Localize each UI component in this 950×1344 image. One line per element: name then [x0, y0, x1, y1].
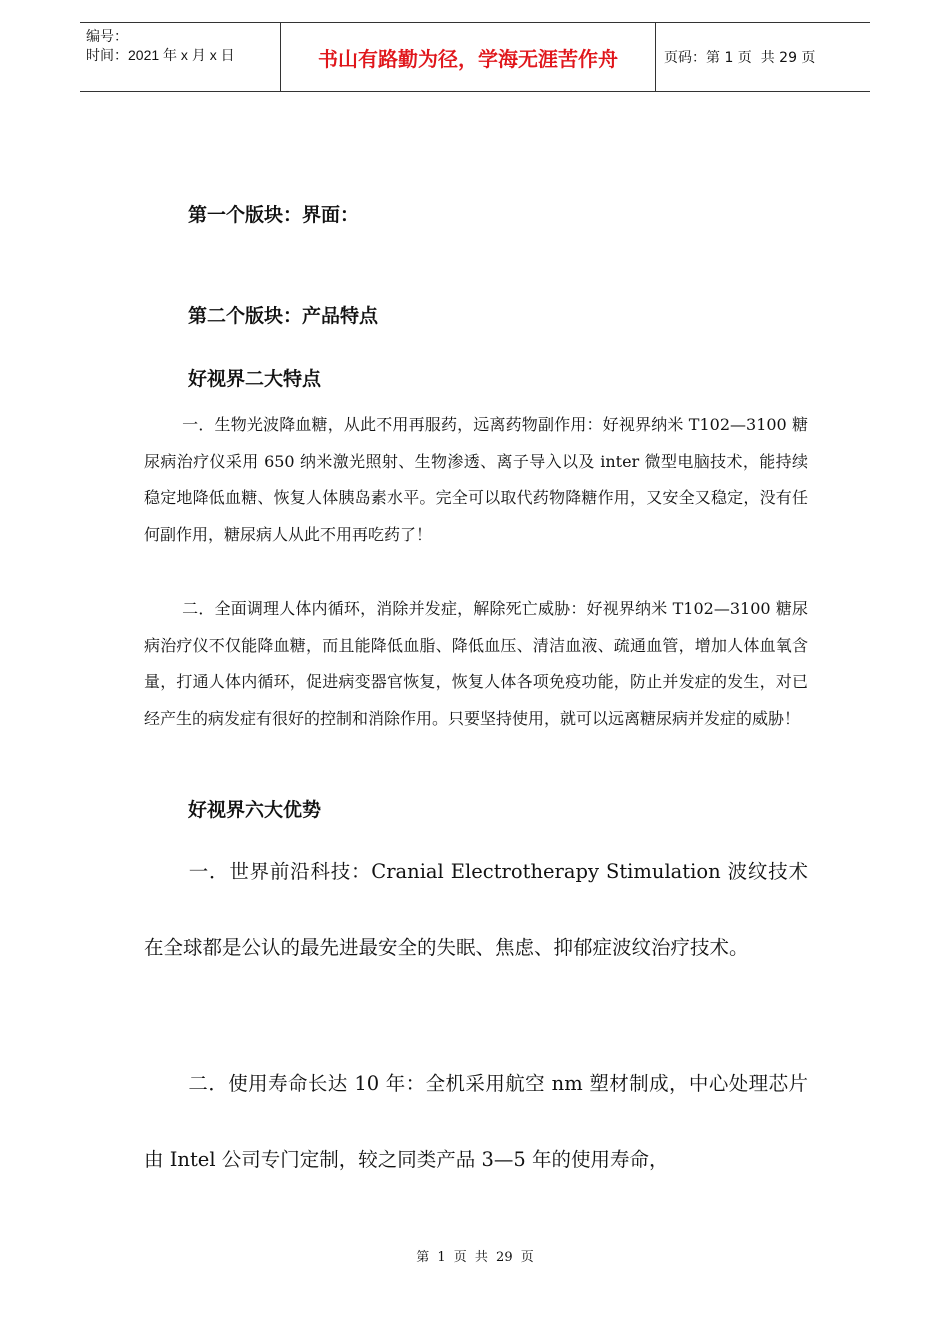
header-motto: 书山有路勤为径，学海无涯苦作舟	[280, 23, 656, 91]
advantages-title: 好视界六大优势	[188, 799, 322, 821]
feature-paragraph-1	[144, 407, 808, 553]
feature-1-text: 一．生物光波降血糖，从此不用再服药，远离药物副作用：好视界纳米 T102—3100 糖尿病治疗仪采用 650 纳米激光照射、生物渗透、离子导入以及 inter 微型电脑技术，能持续稳定地降低血糖、恢复人体胰岛素水平。完全可以取代药物降糖作用，又安全又稳定，没有任何副作用，糖尿病人从此不用再吃药了！	[144, 415, 808, 544]
header-meta	[86, 27, 276, 65]
document-time-label: 时间：2021 年 x 月 x 日	[86, 47, 235, 63]
section-heading-interface: 第一个版块：界面：	[188, 204, 360, 226]
page-header	[80, 22, 870, 92]
section-heading-features: 第二个版块：产品特点	[188, 305, 379, 327]
advantage-paragraph-1	[144, 834, 808, 985]
feature-paragraph-2	[144, 591, 808, 737]
features-title: 好视界二大特点	[188, 368, 322, 390]
feature-2-text: 二．全面调理人体内循环，消除并发症，解除死亡威胁：好视界纳米 T102—3100 糖尿病治疗仪不仅能降血糖，而且能降低血脂、降低血压、清洁血液、疏通血管，增加人体血氧含量，打通人体内循环，促进病变器官恢复，恢复人体各项免疫功能，防止并发症的发生，对已经产生的病发症有很好的控制和消除作用。只要坚持使用，就可以远离糖尿病并发症的威胁！	[144, 599, 808, 728]
header-page-number	[664, 23, 864, 91]
header-page-label: 页码：第 1 页 共 29 页	[664, 50, 816, 66]
advantage-paragraph-2	[144, 1046, 808, 1197]
document-number-label: 编号：	[86, 28, 128, 44]
page-footer: 第 1 页 共 29 页	[416, 1250, 534, 1265]
advantage-1-text: 一．世界前沿科技：Cranial Electrotherapy Stimulation 波纹技术在全球都是公认的最先进最安全的失眠、焦虑、抑郁症波纹治疗技术。	[144, 860, 808, 959]
advantage-2-text: 二．使用寿命长达 10 年：全机采用航空 nm 塑材制成，中心处理芯片由 Intel 公司专门定制，较之同类产品 3—5 年的使用寿命，	[144, 1072, 808, 1171]
